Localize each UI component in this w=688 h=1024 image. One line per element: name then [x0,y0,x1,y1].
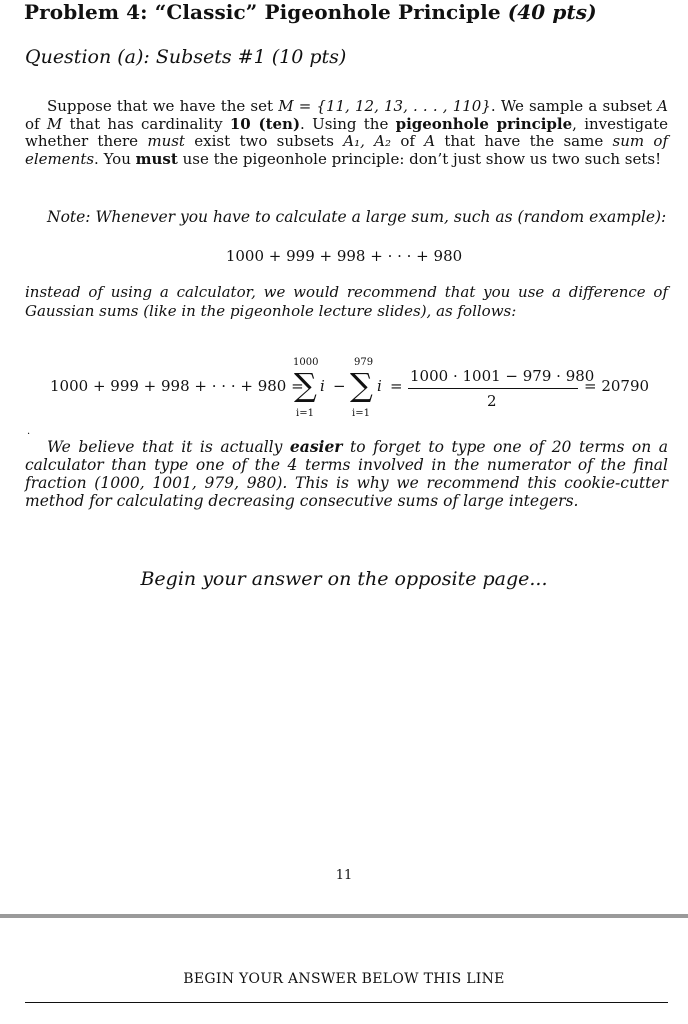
must-bold: must [135,149,178,168]
note-text: Note: Whenever you have to calculate a large sum, such as (random example): [47,208,667,226]
text-segment: use the pigeonhole principle: don’t just show us two such sets! [177,149,662,168]
math-set: M = {11, 12, 13, . . . , 110} [278,97,491,115]
must-emphasis: must [147,132,185,150]
gaussian-recommendation: instead of using a calculator, we would recommend that you use a difference of Gaussian sums (like in the pigeonhole lecture slides), as follows: [25,283,668,320]
text-segment: that have the same [435,132,613,150]
text-segment: . We sample a subset [490,97,658,115]
text-segment: . You [94,149,136,168]
text-segment: of [25,114,47,133]
equation-lhs: 1000 + 999 + 998 + · · · + 980 = [50,377,304,395]
text-segment: exist two subsets [184,132,344,150]
fraction-numerator: 1000 · 1001 − 979 · 980 [410,367,595,385]
page-divider [0,914,688,918]
minus-sign: − [333,377,346,395]
problem-title-text: Problem 4: “Classic” Pigeonhole Principle [24,0,501,24]
rationale-paragraph [25,438,668,510]
math-var: A [657,97,669,115]
problem-title [24,0,597,24]
example-sum: 1000 + 999 + 998 + · · · + 980 [225,247,463,265]
text-segment: . Using the [300,114,396,133]
text-segment: to forget to type one of 20 terms on a calculator than type one of the 4 terms involved in the numerator of the final fraction (1000, 1001, 979, 980). This is why we recommend this cookie-cutter method for calculating decreasing consecutive sums of large integers. [25,438,669,510]
cardinality-bold: 10 (ten) [229,114,301,133]
sigma-lower-2: i=1 [352,408,370,419]
sum-var-1: i [320,377,325,395]
problem-statement [25,98,668,168]
pigeonhole-bold: pigeonhole principle [395,114,573,133]
text-segment: We believe that it is actually [47,438,290,456]
sigma-upper-1: 1000 [293,357,319,368]
begin-answer-note: Begin your answer on the opposite page... [140,568,548,590]
sum-elements-emphasis: sum of elements [25,132,669,168]
equals-sign: = [390,377,403,395]
sigma-upper-2: 979 [354,357,374,368]
math-var: M [46,114,63,133]
page-number: 11 [335,868,353,883]
problem-points: (40 pts) [507,0,597,24]
text-segment: of [391,132,425,150]
stray-dot: · [27,429,31,440]
sum-var-2: i [377,377,382,395]
fraction-bar [408,388,578,389]
sigma-1: ∑ [294,366,317,404]
text-segment: Suppose that we have the set [47,97,279,115]
math-var: A [424,132,436,150]
sigma-lower-1: i=1 [296,408,314,419]
text-segment: , investigate whether there [25,114,668,150]
sigma-2: ∑ [350,366,373,404]
text-segment: that has cardinality [62,114,230,133]
answer-rule [25,1002,668,1003]
gaussian-equation [0,352,688,424]
answer-line-label: BEGIN YOUR ANSWER BELOW THIS LINE [183,971,505,987]
equation-result: = 20790 [584,377,650,395]
fraction-denominator: 2 [487,392,497,410]
easier-bold: easier [289,437,343,456]
question-title: Question (a): Subsets #1 (10 pts) [25,46,347,68]
math-subsets: A₁, A₂ [343,132,392,150]
